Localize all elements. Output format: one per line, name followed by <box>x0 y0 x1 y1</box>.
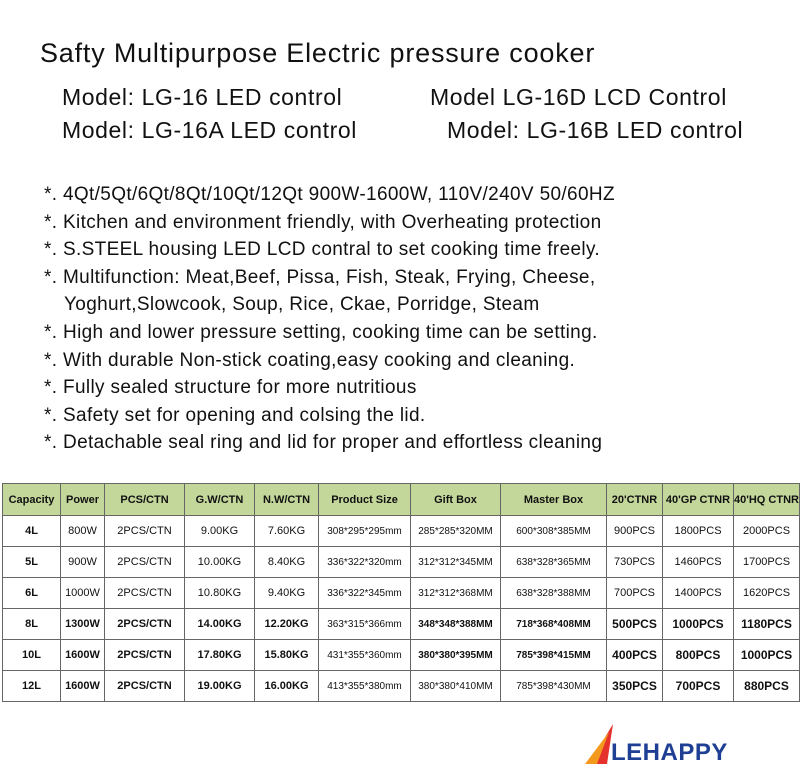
column-header-gift-box: Gift Box <box>411 484 501 516</box>
table-row <box>3 671 800 702</box>
table-cell: 1180PCS <box>734 609 800 640</box>
table-cell: 1000PCS <box>663 609 734 640</box>
table-cell: 8.40KG <box>255 547 319 578</box>
table-cell: 400PCS <box>607 640 663 671</box>
table-cell: 10L <box>3 640 61 671</box>
table-cell: 1600W <box>61 671 105 702</box>
table-row <box>3 640 800 671</box>
column-header-pcs-ctn: PCS/CTN <box>105 484 185 516</box>
column-header-nw-ctn: N.W/CTN <box>255 484 319 516</box>
table-cell: 880PCS <box>734 671 800 702</box>
model-lg-16: Model: LG-16 LED control <box>62 84 343 110</box>
table-cell: 1460PCS <box>663 547 734 578</box>
table-cell: 2000PCS <box>734 516 800 547</box>
table-cell: 1000W <box>61 578 105 609</box>
table-cell: 312*312*345MM <box>411 547 501 578</box>
table-cell: 638*328*388MM <box>501 578 607 609</box>
feature-item: *. 4Qt/5Qt/6Qt/8Qt/10Qt/12Qt 900W-1600W, 110V/240V 50/60HZ <box>44 184 615 205</box>
feature-item-continued: Yoghurt,Slowcook, Soup, Rice, Ckae, Porridge, Steam <box>64 294 540 316</box>
table-cell: 380*380*395MM <box>411 640 501 671</box>
table-cell: 1800PCS <box>663 516 734 547</box>
feature-item: *. Fully sealed structure for more nutritious <box>44 377 417 399</box>
feature-item: *. With durable Non-stick coating,easy cooking and cleaning. <box>44 349 576 371</box>
table-cell: 1300W <box>61 609 105 640</box>
table-cell: 7.60KG <box>255 516 319 547</box>
column-header-40hq-ctnr: 40'HQ CTNR <box>734 484 800 516</box>
table-cell: 8L <box>3 609 61 640</box>
table-cell: 1700PCS <box>734 547 800 578</box>
feature-item: *. S.STEEL housing LED LCD contral to set cooking time freely. <box>44 239 601 261</box>
table-cell: 700PCS <box>607 578 663 609</box>
model-lg-16a: Model: LG-16A LED control <box>62 117 357 143</box>
table-cell: 380*380*410MM <box>411 671 501 702</box>
table-cell: 785*398*430MM <box>501 671 607 702</box>
table-cell: 800PCS <box>663 640 734 671</box>
table-cell: 600*308*385MM <box>501 516 607 547</box>
table-cell: 363*315*366mm <box>319 609 411 640</box>
spec-table <box>2 483 800 702</box>
table-cell: 4L <box>3 516 61 547</box>
table-row <box>3 516 800 547</box>
table-cell: 10.80KG <box>185 578 255 609</box>
table-cell: 12.20KG <box>255 609 319 640</box>
table-cell: 2PCS/CTN <box>105 609 185 640</box>
feature-list <box>44 181 615 457</box>
table-cell: 718*368*408MM <box>501 609 607 640</box>
table-cell: 1000PCS <box>734 640 800 671</box>
table-cell: 17.80KG <box>185 640 255 671</box>
feature-item: *. Safety set for opening and colsing the lid. <box>44 404 426 426</box>
column-header-master-box: Master Box <box>501 484 607 516</box>
table-cell: 1400PCS <box>663 578 734 609</box>
table-cell: 900PCS <box>607 516 663 547</box>
table-cell: 348*348*388MM <box>411 609 501 640</box>
table-cell: 14.00KG <box>185 609 255 640</box>
table-cell: 800W <box>61 516 105 547</box>
table-cell: 5L <box>3 547 61 578</box>
table-header-row <box>3 484 800 516</box>
table-cell: 308*295*295mm <box>319 516 411 547</box>
table-row <box>3 547 800 578</box>
column-header-power: Power <box>61 484 105 516</box>
table-cell: 350PCS <box>607 671 663 702</box>
table-cell: 6L <box>3 578 61 609</box>
table-cell: 2PCS/CTN <box>105 516 185 547</box>
model-lg-16d: Model LG-16D LCD Control <box>430 84 727 110</box>
column-header-capacity: Capacity <box>3 484 61 516</box>
column-header-20-ctnr: 20'CTNR <box>607 484 663 516</box>
table-cell: 638*328*365MM <box>501 547 607 578</box>
brand-name: LEHAPPY <box>611 739 728 766</box>
table-cell: 2PCS/CTN <box>105 671 185 702</box>
table-cell: 413*355*380mm <box>319 671 411 702</box>
table-cell: 2PCS/CTN <box>105 547 185 578</box>
column-header-gw-ctn: G.W/CTN <box>185 484 255 516</box>
feature-item: *. High and lower pressure setting, cooking time can be setting. <box>44 321 598 343</box>
column-header-product-size: Product Size <box>319 484 411 516</box>
table-cell: 2PCS/CTN <box>105 578 185 609</box>
table-cell: 9.40KG <box>255 578 319 609</box>
page-title: Safty Multipurpose Electric pressure cooker <box>40 38 596 68</box>
table-cell: 16.00KG <box>255 671 319 702</box>
table-cell: 785*398*415MM <box>501 640 607 671</box>
table-cell: 431*355*360mm <box>319 640 411 671</box>
table-row <box>3 609 800 640</box>
table-cell: 19.00KG <box>185 671 255 702</box>
table-cell: 336*322*345mm <box>319 578 411 609</box>
table-cell: 285*285*320MM <box>411 516 501 547</box>
table-cell: 336*322*320mm <box>319 547 411 578</box>
table-cell: 900W <box>61 547 105 578</box>
table-cell: 1600W <box>61 640 105 671</box>
table-cell: 700PCS <box>663 671 734 702</box>
table-cell: 2PCS/CTN <box>105 640 185 671</box>
feature-item: *. Kitchen and environment friendly, with Overheating protection <box>44 211 602 233</box>
table-cell: 9.00KG <box>185 516 255 547</box>
column-header-40gp-ctnr: 40'GP CTNR <box>663 484 734 516</box>
table-cell: 10.00KG <box>185 547 255 578</box>
table-cell: 730PCS <box>607 547 663 578</box>
model-lg-16b: Model: LG-16B LED control <box>447 117 744 143</box>
table-cell: 1620PCS <box>734 578 800 609</box>
table-cell: 500PCS <box>607 609 663 640</box>
table-row <box>3 578 800 609</box>
feature-item: *. Multifunction: Meat,Beef, Pissa, Fish, Steak, Frying, Cheese, <box>44 266 596 288</box>
brand-logo <box>583 720 793 768</box>
table-cell: 312*312*368MM <box>411 578 501 609</box>
feature-item: *. Detachable seal ring and lid for proper and effortless cleaning <box>44 432 603 454</box>
table-cell: 12L <box>3 671 61 702</box>
table-cell: 15.80KG <box>255 640 319 671</box>
